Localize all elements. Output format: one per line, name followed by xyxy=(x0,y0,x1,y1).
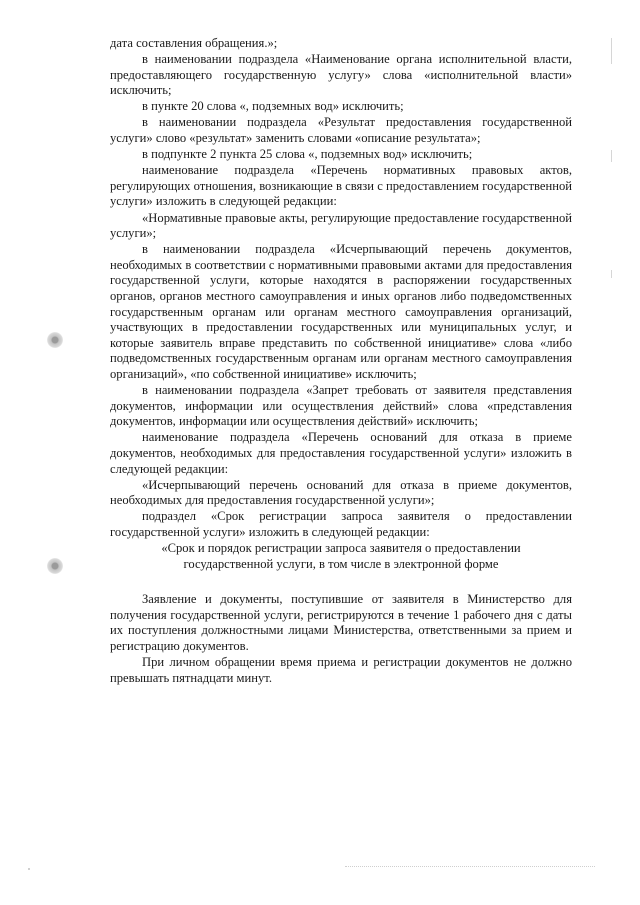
scan-bottom-line xyxy=(345,866,595,867)
paragraph: в наименовании подраздела «Исчерпывающий перечень документов, необходимых в соответствии с нормативными правовыми актами для предоставления государственной услуги, которые находятся в распоряжении государственных органов, органов местного самоуправления и иных органов либо подведомственных государственным органам или органам местного самоуправления организаций, участвующих в предоставлении государственных или муниципальных услуг, и которые заявитель вправе представить по собственной инициативе» слова «либо подведомственных государственным органам или органам местного самоуправления организаций», «по собственной инициативе» исключить; xyxy=(110,242,572,381)
paragraph: подраздел «Срок регистрации запроса заявителя о предоставлении государственной услуги» изложить в следующей редакции: xyxy=(110,509,572,539)
paragraph: в подпункте 2 пункта 25 слова «, подземных вод» исключить; xyxy=(142,147,473,162)
paragraph: «Исчерпывающий перечень оснований для отказа в приеме документов, необходимых для предоставления государственной услуги»; xyxy=(110,477,572,508)
scan-edge-mark xyxy=(611,150,612,162)
paragraph: в наименовании подраздела «Запрет требовать от заявителя представления документов, информации или осуществления действий» слова «представления документов, информации или осуществления действий» исключить; xyxy=(110,383,572,429)
paragraph: наименование подраздела «Перечень оснований для отказа в приеме документов, необходимых для предоставления государственной услуги» изложить в следующей редакции: xyxy=(110,430,572,476)
scan-corner-mark xyxy=(28,868,30,870)
paragraph: Заявление и документы, поступившие от заявителя в Министерство для получения государственной услуги, регистрируются в течение 1 рабочего дня с даты их поступления должностными лицами Министерства, ответственными за прием и регистрацию документов. xyxy=(110,592,572,653)
paragraph: в наименовании подраздела «Результат предоставления государственной услуги» слово «результат» заменить словами «описание результата»; xyxy=(110,115,572,146)
paragraph: дата составления обращения.»; xyxy=(110,36,278,50)
document-body xyxy=(110,36,572,687)
punch-hole xyxy=(47,558,63,574)
paragraph: в пункте 20 слова «, подземных вод» исключить; xyxy=(142,99,404,114)
paragraph: При личном обращении время приема и регистрации документов не должно превышать пятнадцати минут. xyxy=(110,655,572,685)
scan-edge-mark xyxy=(611,38,612,64)
punch-hole xyxy=(47,332,63,348)
scan-edge-mark xyxy=(611,270,612,278)
paragraph: в наименовании подраздела «Наименование органа исполнительной власти, предоставляющего государственную услугу» слова «исполнительной власти» исключить; xyxy=(110,52,572,98)
paragraph: «Нормативные правовые акты, регулирующие предоставление государственной услуги»; xyxy=(110,210,572,241)
paragraph: наименование подраздела «Перечень нормативных правовых актов, регулирующих отношения, возникающие в связи с предоставлением государственной услуги» изложить в следующей редакции: xyxy=(110,163,572,209)
section-heading: «Срок и порядок регистрации запроса заявителя о предоставлении государственной услуги, в том числе в электронной форме xyxy=(161,541,521,571)
